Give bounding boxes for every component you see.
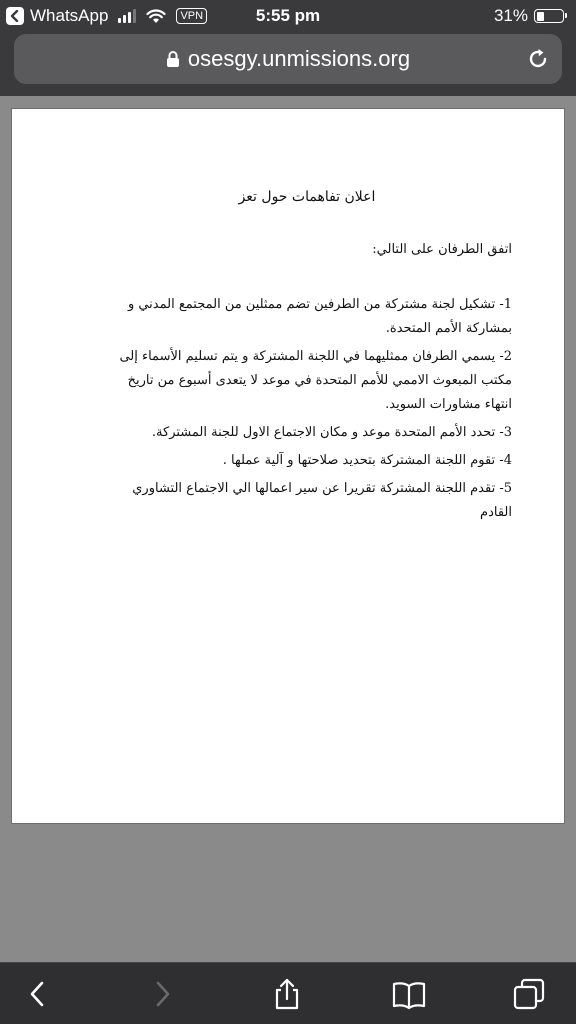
status-right <box>494 5 564 27</box>
book-icon[interactable] <box>392 977 426 1011</box>
back-app-label[interactable]: WhatsApp <box>30 6 109 25</box>
battery-icon <box>534 9 564 23</box>
browser-top-bar <box>0 32 576 96</box>
lock-icon <box>166 50 180 68</box>
share-icon[interactable] <box>270 977 304 1011</box>
tabs-icon[interactable] <box>512 977 546 1011</box>
url-center <box>14 34 562 84</box>
status-left <box>6 5 207 27</box>
url-text[interactable]: osesgy.unmissions.org <box>187 46 411 71</box>
list-item: 1- تشكيل لجنة مشتركة من الطرفين تضم ممثلين من المجتمع المدني و بمشاركة الأمم المتحدة. <box>127 297 512 336</box>
reload-icon[interactable] <box>526 47 550 71</box>
url-bar[interactable] <box>14 34 562 84</box>
chevron-left-icon[interactable] <box>22 977 56 1011</box>
back-arrow-icon <box>10 10 20 22</box>
battery-level <box>537 12 545 21</box>
signal-icon <box>118 9 136 23</box>
document-list <box>102 293 512 529</box>
status-time: 5:55 pm <box>255 6 321 25</box>
document-intro: اتفق الطرفان على التالي: <box>372 242 512 257</box>
chevron-right-icon[interactable] <box>146 977 180 1011</box>
list-item: 3- تحدد الأمم المتحدة موعد و مكان الاجتماع الاول للجنة المشتركة. <box>151 425 512 440</box>
battery-percent: 31% <box>493 6 528 25</box>
list-item: 2- يسمي الطرفان ممثليهما في اللجنة المشتركة و يتم تسليم الأسماء إلى مكتب المبعوث الاممي للأمم المتحدة في موعد لا يتعدى أسبوع من تاريخ انتهاء مشاورات السويد. <box>119 349 512 412</box>
status-bar <box>0 0 576 32</box>
browser-toolbar <box>0 962 576 1024</box>
list-item: 5- تقدم اللجنة المشتركة تقريرا عن سير اعمالها الي الاجتماع التشاوري القادم <box>132 481 512 520</box>
page-area[interactable] <box>0 96 576 962</box>
list-item: 4- تقوم اللجنة المشتركة بتحديد صلاحتها و آلية عملها . <box>222 453 512 468</box>
document-title: اعلان تفاهمات حول تعز <box>238 189 376 205</box>
vpn-badge: VPN <box>176 8 207 24</box>
back-to-app-button[interactable] <box>6 7 24 25</box>
document-page <box>11 108 565 824</box>
wifi-icon <box>146 9 166 24</box>
